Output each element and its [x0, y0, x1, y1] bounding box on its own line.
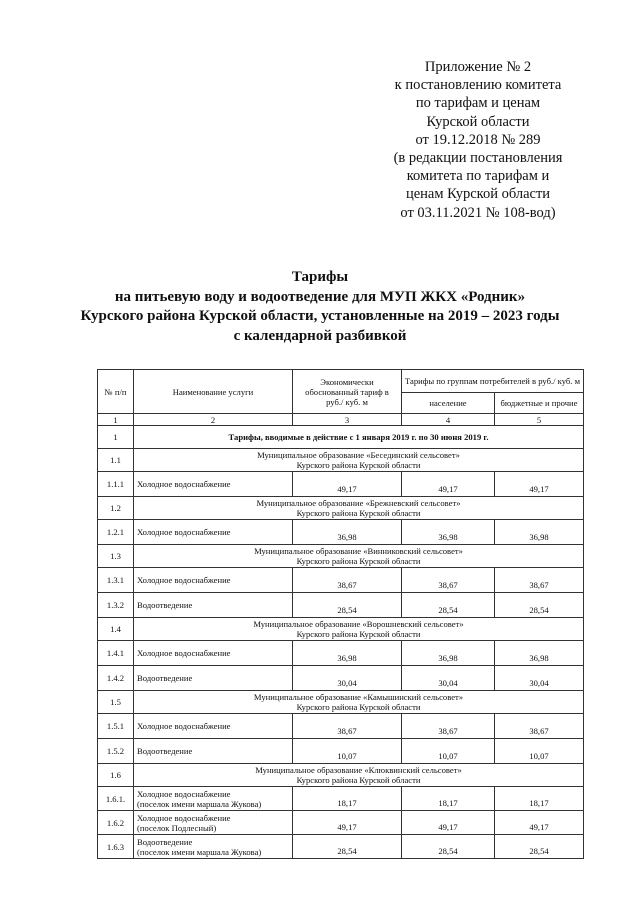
econ-tariff-value: 36,98 — [293, 641, 402, 666]
municipality-name-line: Муниципальное образование «Камышинский сельсовет» — [253, 692, 464, 702]
population-tariff-value: 49,17 — [402, 472, 495, 497]
population-tariff-value: 30,04 — [402, 666, 495, 691]
row-code: 1.3.2 — [98, 593, 134, 618]
service-location-line: (поселок Подлесный) — [137, 822, 217, 833]
header-service-name: Наименование услуги — [134, 370, 293, 414]
appendix-line: от 19.12.2018 № 289 — [415, 131, 541, 148]
row-code: 1.1.1 — [98, 472, 134, 497]
appendix-line: комитета по тарифам и — [406, 168, 550, 185]
tariff-row — [98, 593, 584, 618]
service-location-line: (поселок имени маршала Жукова) — [137, 846, 262, 857]
service-name — [134, 593, 293, 618]
service-name — [134, 568, 293, 593]
row-code: 1.4.1 — [98, 641, 134, 666]
title-line: на питьевую воду и водоотведение для МУП ЖКХ «Родник» — [114, 288, 526, 305]
municipality-name — [134, 764, 584, 787]
municipality-name — [134, 545, 584, 568]
municipality-code: 1.3 — [98, 545, 134, 568]
municipality-district-line: Курского района Курской области — [296, 775, 421, 785]
service-name — [134, 666, 293, 691]
header-other: бюджетные и прочие — [495, 393, 584, 414]
service-name-line: Холодное водоснабжение — [137, 575, 231, 585]
header-econ-tariff: Экономически обоснованный тариф в руб./ куб. м — [293, 370, 402, 414]
service-name — [134, 811, 293, 835]
municipality-code: 1.5 — [98, 691, 134, 714]
service-location-line: (поселок имени маршала Жукова) — [137, 798, 262, 809]
tariff-row — [98, 811, 584, 835]
header-num: № п/п — [98, 370, 134, 414]
municipality-code: 1.6 — [98, 764, 134, 787]
population-tariff-value: 18,17 — [402, 787, 495, 811]
econ-tariff-value: 49,17 — [293, 811, 402, 835]
other-tariff-value: 36,98 — [495, 641, 584, 666]
row-code: 1.5.1 — [98, 714, 134, 739]
municipality-name-line: Муниципальное образование «Клюквинский сельсовет» — [255, 765, 462, 775]
municipality-row — [98, 764, 584, 787]
column-number: 5 — [495, 414, 584, 426]
column-number-row — [98, 414, 584, 426]
title-line: с календарной разбивкой — [233, 327, 407, 344]
service-name-line: Водоотведение — [137, 746, 193, 756]
tariff-row — [98, 714, 584, 739]
econ-tariff-value: 49,17 — [293, 472, 402, 497]
appendix-line: к постановлению комитета — [394, 77, 562, 94]
document-title — [40, 268, 600, 346]
service-name-line: Холодное водоснабжение — [137, 721, 231, 731]
appendix-line: Приложение № 2 — [424, 59, 532, 75]
service-name — [134, 520, 293, 545]
municipality-name — [134, 691, 584, 714]
appendix-line: Курской области — [426, 113, 530, 130]
service-name-line: Холодное водоснабжение — [137, 648, 231, 658]
header-population: население — [402, 393, 495, 414]
tariff-row — [98, 520, 584, 545]
service-name-line: Холодное водоснабжение — [137, 788, 231, 799]
municipality-district-line: Курского района Курской области — [296, 702, 421, 712]
municipality-row — [98, 449, 584, 472]
other-tariff-value: 38,67 — [495, 568, 584, 593]
tariff-row — [98, 641, 584, 666]
column-number: 4 — [402, 414, 495, 426]
population-tariff-value: 10,07 — [402, 739, 495, 764]
other-tariff-value: 49,17 — [495, 472, 584, 497]
municipality-row — [98, 545, 584, 568]
tariff-row — [98, 568, 584, 593]
other-tariff-value: 38,67 — [495, 714, 584, 739]
row-code: 1.4.2 — [98, 666, 134, 691]
municipality-row — [98, 618, 584, 641]
population-tariff-value: 28,54 — [402, 835, 495, 859]
column-number: 2 — [134, 414, 293, 426]
row-code: 1.5.2 — [98, 739, 134, 764]
appendix-line: (в редакции постановления — [393, 150, 563, 167]
municipality-name — [134, 497, 584, 520]
econ-tariff-value: 30,04 — [293, 666, 402, 691]
row-code: 1.6.3 — [98, 835, 134, 859]
other-tariff-value: 28,54 — [495, 593, 584, 618]
service-name-line: Водоотведение — [137, 836, 193, 847]
tariff-row — [98, 666, 584, 691]
municipality-code: 1.4 — [98, 618, 134, 641]
municipality-name-line: Муниципальное образование «Винниковский сельсовет» — [254, 546, 463, 556]
econ-tariff-value: 36,98 — [293, 520, 402, 545]
service-name-line: Холодное водоснабжение — [137, 527, 231, 537]
service-name — [134, 714, 293, 739]
service-name — [134, 739, 293, 764]
population-tariff-value: 36,98 — [402, 641, 495, 666]
period-text: Тарифы, вводимые в действие с 1 января 2019 г. по 30 июня 2019 г. — [134, 426, 584, 449]
econ-tariff-value: 18,17 — [293, 787, 402, 811]
row-code: 1.6.2 — [98, 811, 134, 835]
tariff-row — [98, 787, 584, 811]
econ-tariff-value: 28,54 — [293, 835, 402, 859]
municipality-row — [98, 691, 584, 714]
econ-tariff-value: 38,67 — [293, 568, 402, 593]
row-code: 1.2.1 — [98, 520, 134, 545]
municipality-code: 1.2 — [98, 497, 134, 520]
population-tariff-value: 49,17 — [402, 811, 495, 835]
tariff-row — [98, 835, 584, 859]
tariff-row — [98, 472, 584, 497]
other-tariff-value: 18,17 — [495, 787, 584, 811]
other-tariff-value: 36,98 — [495, 520, 584, 545]
municipality-name-line: Муниципальное образование «Бесединский сельсовет» — [257, 450, 460, 460]
appendix-block — [360, 58, 596, 222]
municipality-name — [134, 449, 584, 472]
other-tariff-value: 49,17 — [495, 811, 584, 835]
population-tariff-value: 38,67 — [402, 568, 495, 593]
tariff-table — [97, 369, 584, 859]
municipality-district-line: Курского района Курской области — [296, 556, 421, 566]
service-name-line: Водоотведение — [137, 673, 193, 683]
appendix-line: от 03.11.2021 № 108-вод) — [400, 204, 556, 221]
econ-tariff-value: 38,67 — [293, 714, 402, 739]
title-line: Курского района Курской области, установленные на 2019 – 2023 годы — [80, 308, 560, 324]
econ-tariff-value: 10,07 — [293, 739, 402, 764]
econ-tariff-value: 28,54 — [293, 593, 402, 618]
service-name — [134, 835, 293, 859]
row-code: 1.3.1 — [98, 568, 134, 593]
header-consumer-groups: Тарифы по группам потребителей в руб./ куб. м — [402, 370, 584, 393]
other-tariff-value: 10,07 — [495, 739, 584, 764]
municipality-code: 1.1 — [98, 449, 134, 472]
population-tariff-value: 38,67 — [402, 714, 495, 739]
appendix-line: ценам Курской области — [405, 186, 551, 203]
service-name — [134, 787, 293, 811]
municipality-name-line: Муниципальное образование «Брежневский сельсовет» — [256, 498, 461, 508]
appendix-line: по тарифам и ценам — [415, 95, 541, 112]
municipality-name-line: Муниципальное образование «Ворошневский сельсовет» — [253, 619, 464, 629]
service-name-line: Холодное водоснабжение — [137, 479, 231, 489]
municipality-district-line: Курского района Курской области — [296, 629, 421, 639]
tariff-row — [98, 739, 584, 764]
service-name-line: Водоотведение — [137, 600, 193, 610]
municipality-name — [134, 618, 584, 641]
other-tariff-value: 30,04 — [495, 666, 584, 691]
service-name-line: Холодное водоснабжение — [137, 812, 231, 823]
municipality-row — [98, 497, 584, 520]
column-number: 3 — [293, 414, 402, 426]
period-row — [98, 426, 584, 449]
row-code: 1.6.1. — [98, 787, 134, 811]
title-line: Тарифы — [291, 269, 349, 285]
table-header-row — [98, 370, 584, 393]
period-code: 1 — [98, 426, 134, 449]
municipality-district-line: Курского района Курской области — [296, 508, 421, 518]
municipality-district-line: Курского района Курской области — [296, 460, 421, 470]
service-name — [134, 472, 293, 497]
service-name — [134, 641, 293, 666]
other-tariff-value: 28,54 — [495, 835, 584, 859]
population-tariff-value: 28,54 — [402, 593, 495, 618]
column-number: 1 — [98, 414, 134, 426]
population-tariff-value: 36,98 — [402, 520, 495, 545]
